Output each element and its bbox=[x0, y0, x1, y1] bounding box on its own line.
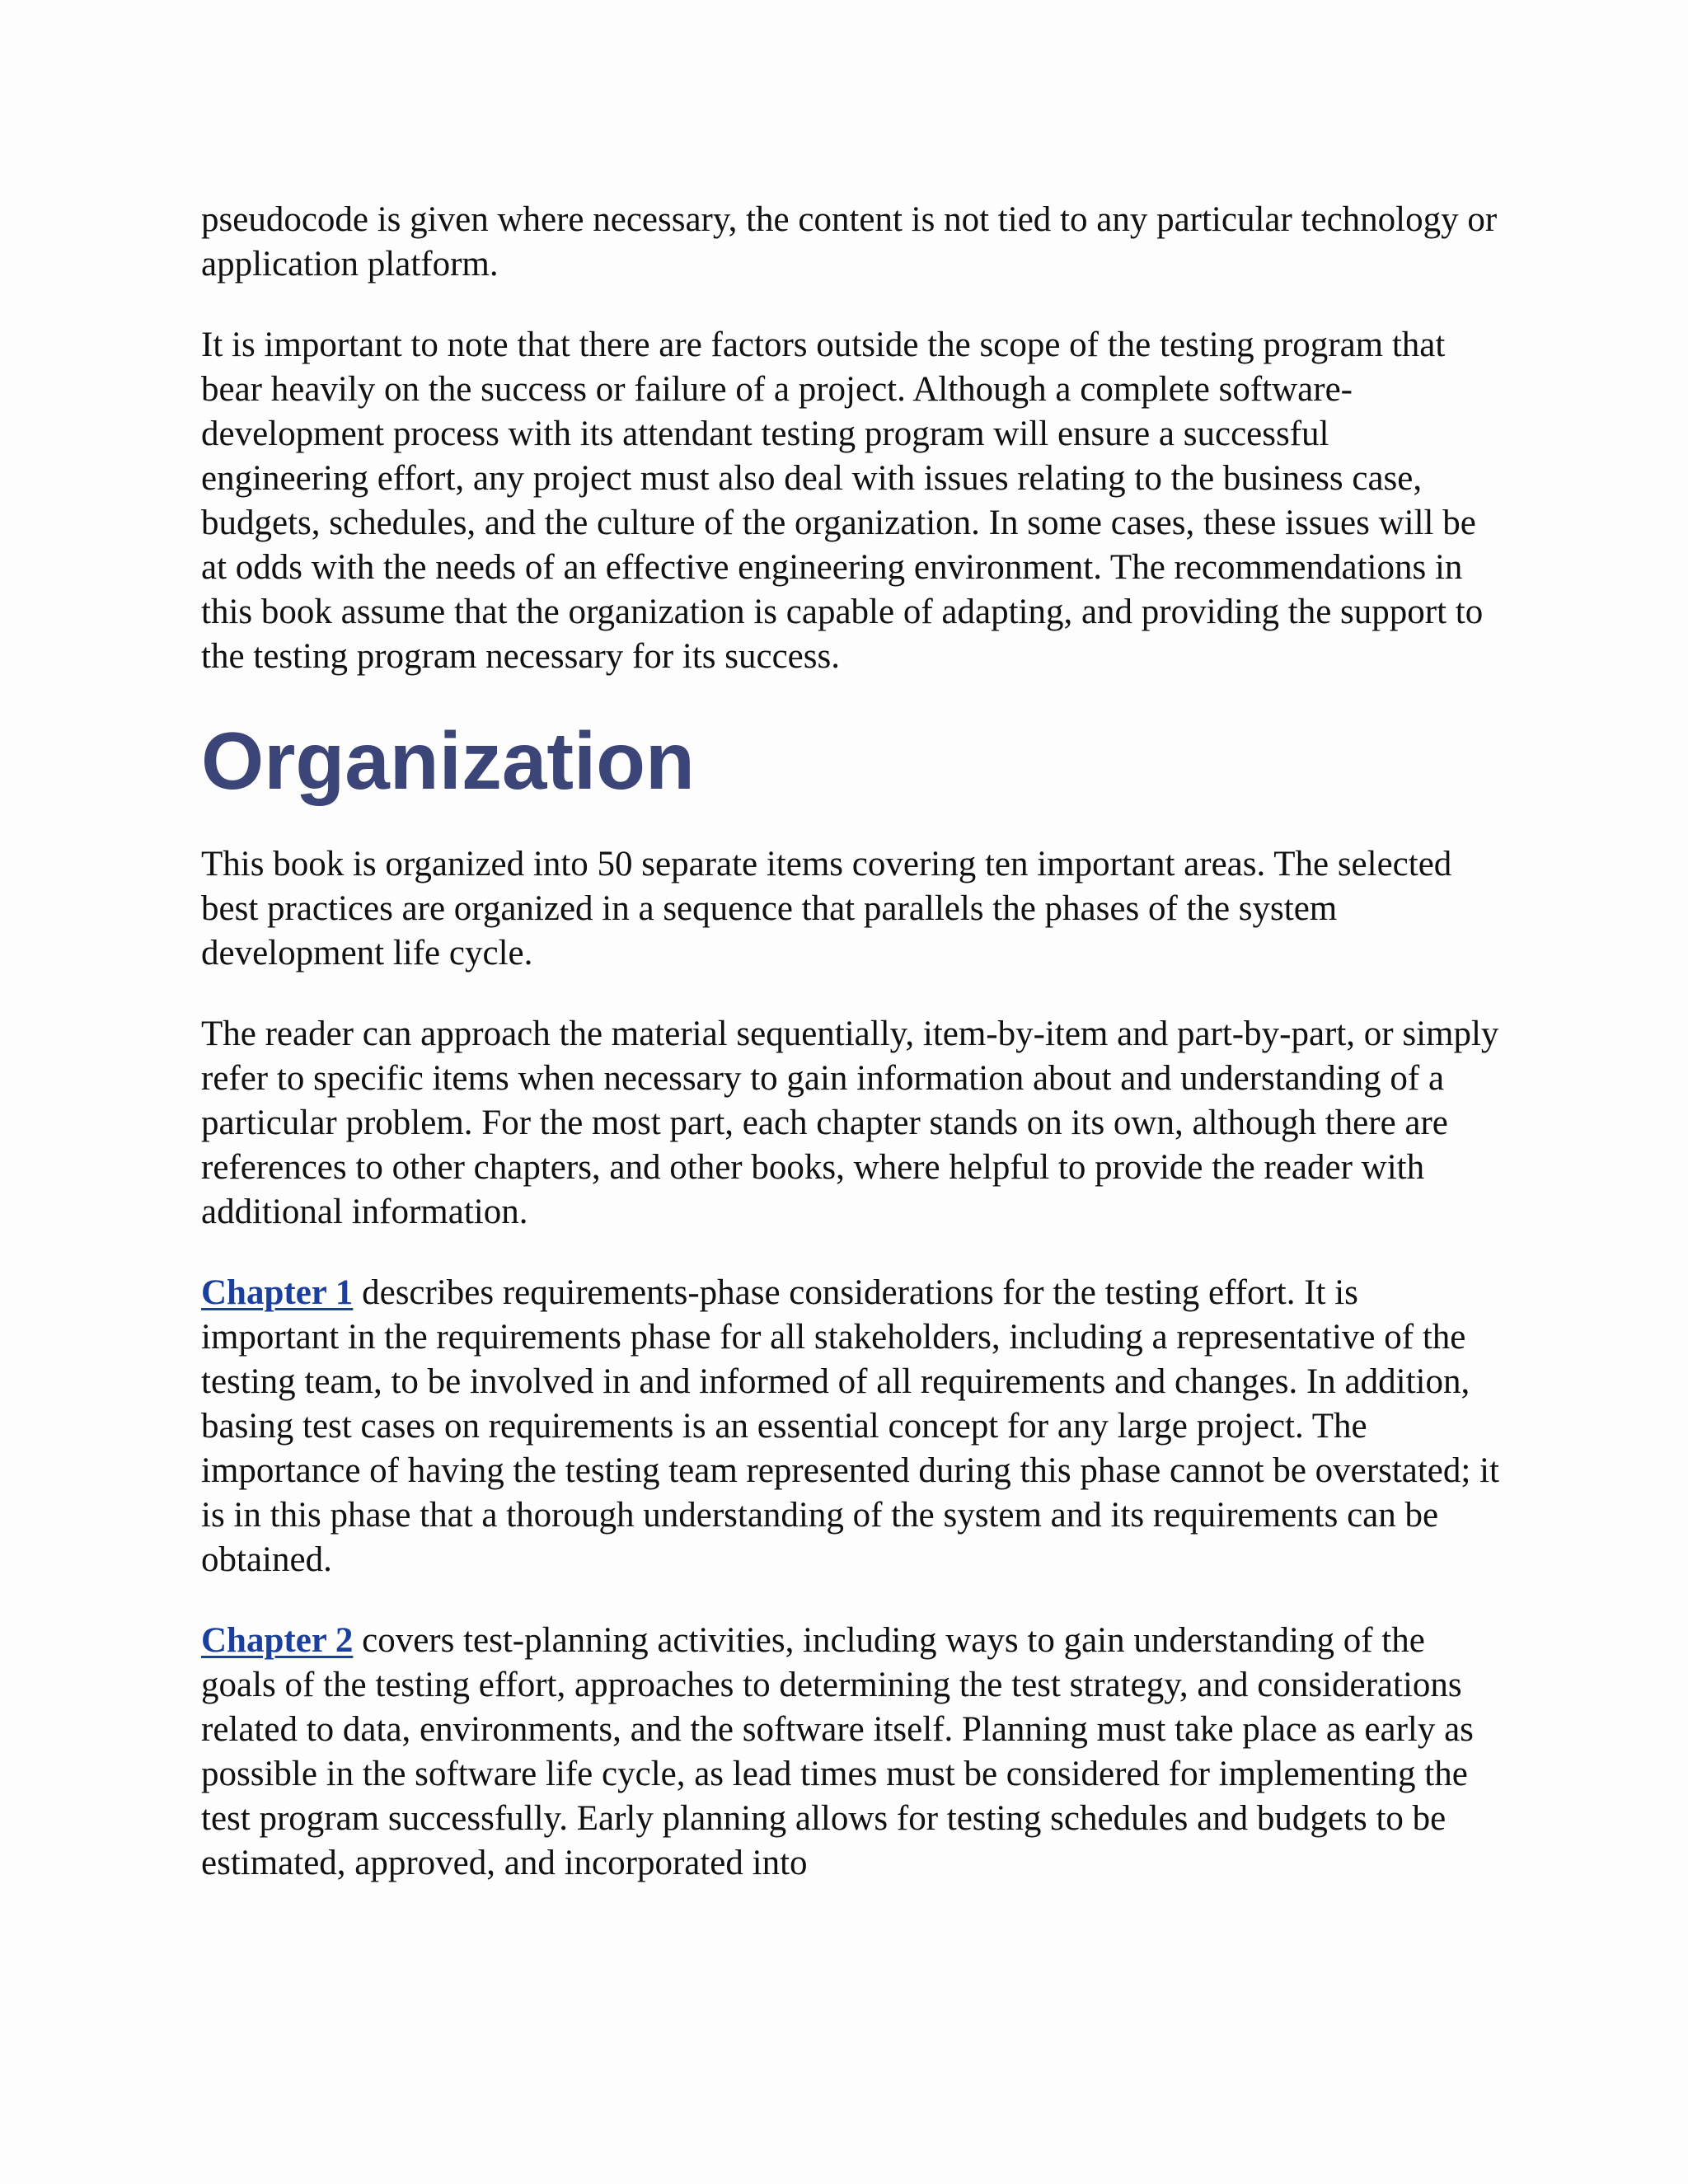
organization-paragraph-2: The reader can approach the material sequentially, item-by-item and part-by-part, or simply refer to specific items when necessary to gain information about and understanding of a particular problem. For the most part, each chapter stands on its own, although there are references to other chapters, and other books, where helpful to provide the reader with additional information. bbox=[201, 1015, 1499, 1231]
chapter-2-link[interactable]: Chapter 2 bbox=[201, 1621, 354, 1660]
intro-paragraph-2: It is important to note that there are factors outside the scope of the testing program that bear heavily on the success or failure of a project. Although a complete software-development process with its attendant testing program will ensure a successful engineering effort, any project must also deal with issues relating to the business case, budgets, schedules, and the culture of the organization. In some cases, these issues will be at odds with the needs of an effective engineering environment. The recommendations in this book assume that the organization is capable of adapting, and providing the support to the testing program necessary for its success. bbox=[201, 326, 1484, 676]
section-heading-organization: Organization bbox=[201, 715, 695, 806]
chapter-1-link[interactable]: Chapter 1 bbox=[201, 1273, 354, 1312]
organization-paragraph-1: This book is organized into 50 separate items covering ten important areas. The selected best practices are organized in a sequence that parallels the phases of the system development life cycle. bbox=[201, 845, 1452, 972]
chapter-1-paragraph bbox=[201, 1271, 1503, 1582]
intro-paragraph-1: pseudocode is given where necessary, the content is not tied to any particular technology or application platform. bbox=[201, 200, 1498, 284]
chapter-2-description: covers test-planning activities, including ways to gain understanding of the goals of the testing effort, approaches to determining the test strategy, and considerations related to data, environments, and the software itself. Planning must take place as early as possible in the software life cycle, as lead times must be considered for implementing the test program successfully. Early planning allows for testing schedules and budgets to be estimated, approved, and incorporated into bbox=[201, 1621, 1474, 1882]
chapter-1-description: describes requirements-phase considerations for the testing effort. It is important in the requirements phase for all stakeholders, including a representative of the testing team, to be involved in and informed of all requirements and changes. In addition, basing test cases on requirements is an essential concept for any large project. The importance of having the testing team represented during this phase cannot be overstated; it is in this phase that a thorough understanding of the system and its requirements can be obtained. bbox=[201, 1273, 1499, 1579]
chapter-2-paragraph bbox=[201, 1619, 1503, 1886]
document-page bbox=[201, 198, 1503, 1922]
